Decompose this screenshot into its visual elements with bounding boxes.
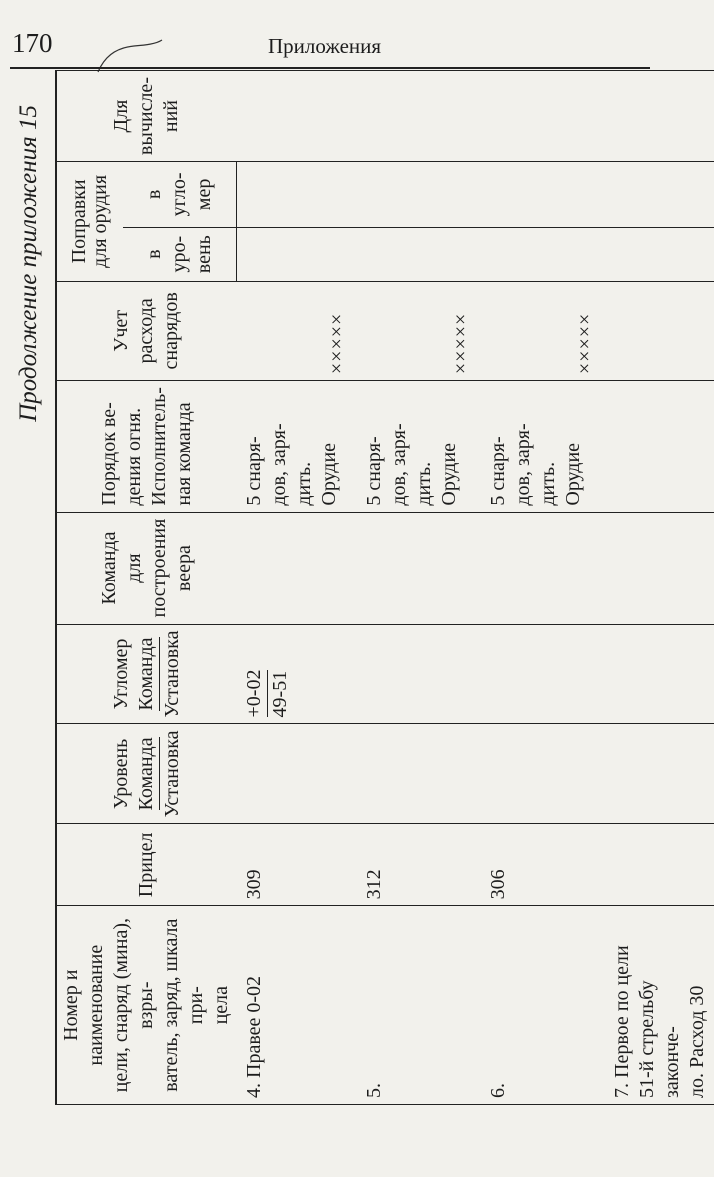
row-calculations — [604, 71, 714, 162]
row-target: 4. Правее 0-02 — [236, 906, 356, 1105]
row-calculations — [356, 71, 480, 162]
row-correction-angle — [480, 162, 604, 228]
row-sight: 312 — [356, 824, 480, 906]
row-correction-angle — [356, 162, 480, 228]
row-correction-level — [236, 227, 356, 281]
row-target: 6. — [480, 906, 604, 1105]
fire-table — [55, 70, 714, 1105]
header-correction-angle: в угло- мер — [123, 162, 236, 228]
rotated-table-block — [7, 70, 708, 1105]
row-angle — [480, 624, 604, 724]
page-number: 170 — [12, 28, 53, 58]
header-sight: Прицел — [56, 824, 236, 906]
row-target: 5. — [356, 906, 480, 1105]
row-sight: 306 — [480, 824, 604, 906]
row-angle — [356, 624, 480, 724]
row-angle: +0-02 49-51 — [236, 624, 356, 724]
row-calculations — [236, 71, 356, 162]
row-target: 7. Первое по цели 51-й стрельбу законче- ло. Расход 30 — [604, 906, 714, 1105]
row-fire-order — [604, 381, 714, 513]
row-level — [356, 724, 480, 824]
row-level — [236, 724, 356, 824]
header-calculations: Для вычисле- ний — [56, 71, 236, 162]
table-row — [236, 71, 356, 1105]
row-fire-order: 5 снаря- дов, заря- дить. Орудие — [236, 381, 356, 513]
header-ammo: Учет расхода снарядов — [56, 281, 236, 380]
row-correction-angle — [604, 162, 714, 228]
table-row — [480, 71, 604, 1105]
row-fan — [480, 512, 604, 624]
running-head: Приложения — [268, 34, 382, 58]
header-target: Номер и наименование цели, снаряд (мина), взры- ватель, заряд, шкала при- цела — [56, 906, 236, 1105]
header-rule — [10, 67, 650, 69]
row-sight: 309 — [236, 824, 356, 906]
row-sight — [604, 824, 714, 906]
row-calculations — [480, 71, 604, 162]
header-fire-order: Порядок ве- дения огня. Исполнитель- ная команда — [56, 381, 236, 513]
row-level — [480, 724, 604, 824]
row-ammo — [604, 281, 714, 380]
row-correction-level — [480, 227, 604, 281]
row-level — [604, 724, 714, 824]
header-fan: Команда для построения веера — [56, 512, 236, 624]
header-angle: Угломер Команда Установка — [56, 624, 236, 724]
row-fire-order: 5 снаря- дов, заря- дить. Орудие — [480, 381, 604, 513]
header-level: Уровень Команда Установка — [56, 724, 236, 824]
row-correction-level — [356, 227, 480, 281]
header-corrections: Поправки для орудия — [56, 162, 123, 282]
row-fan — [604, 512, 714, 624]
table-row — [604, 71, 714, 1105]
table-caption: Продолжение приложения 15 — [15, 105, 42, 422]
table-row — [356, 71, 480, 1105]
row-correction-level — [604, 227, 714, 281]
row-fan — [236, 512, 356, 624]
header-correction-level: в уро- вень — [123, 227, 236, 281]
row-fan — [356, 512, 480, 624]
row-correction-angle — [236, 162, 356, 228]
row-fire-order: 5 снаря- дов, заря- дить. Орудие — [356, 381, 480, 513]
row-ammo: ××××× — [236, 281, 356, 380]
row-angle — [604, 624, 714, 724]
row-ammo: ××××× — [356, 281, 480, 380]
row-ammo: ××××× — [480, 281, 604, 380]
